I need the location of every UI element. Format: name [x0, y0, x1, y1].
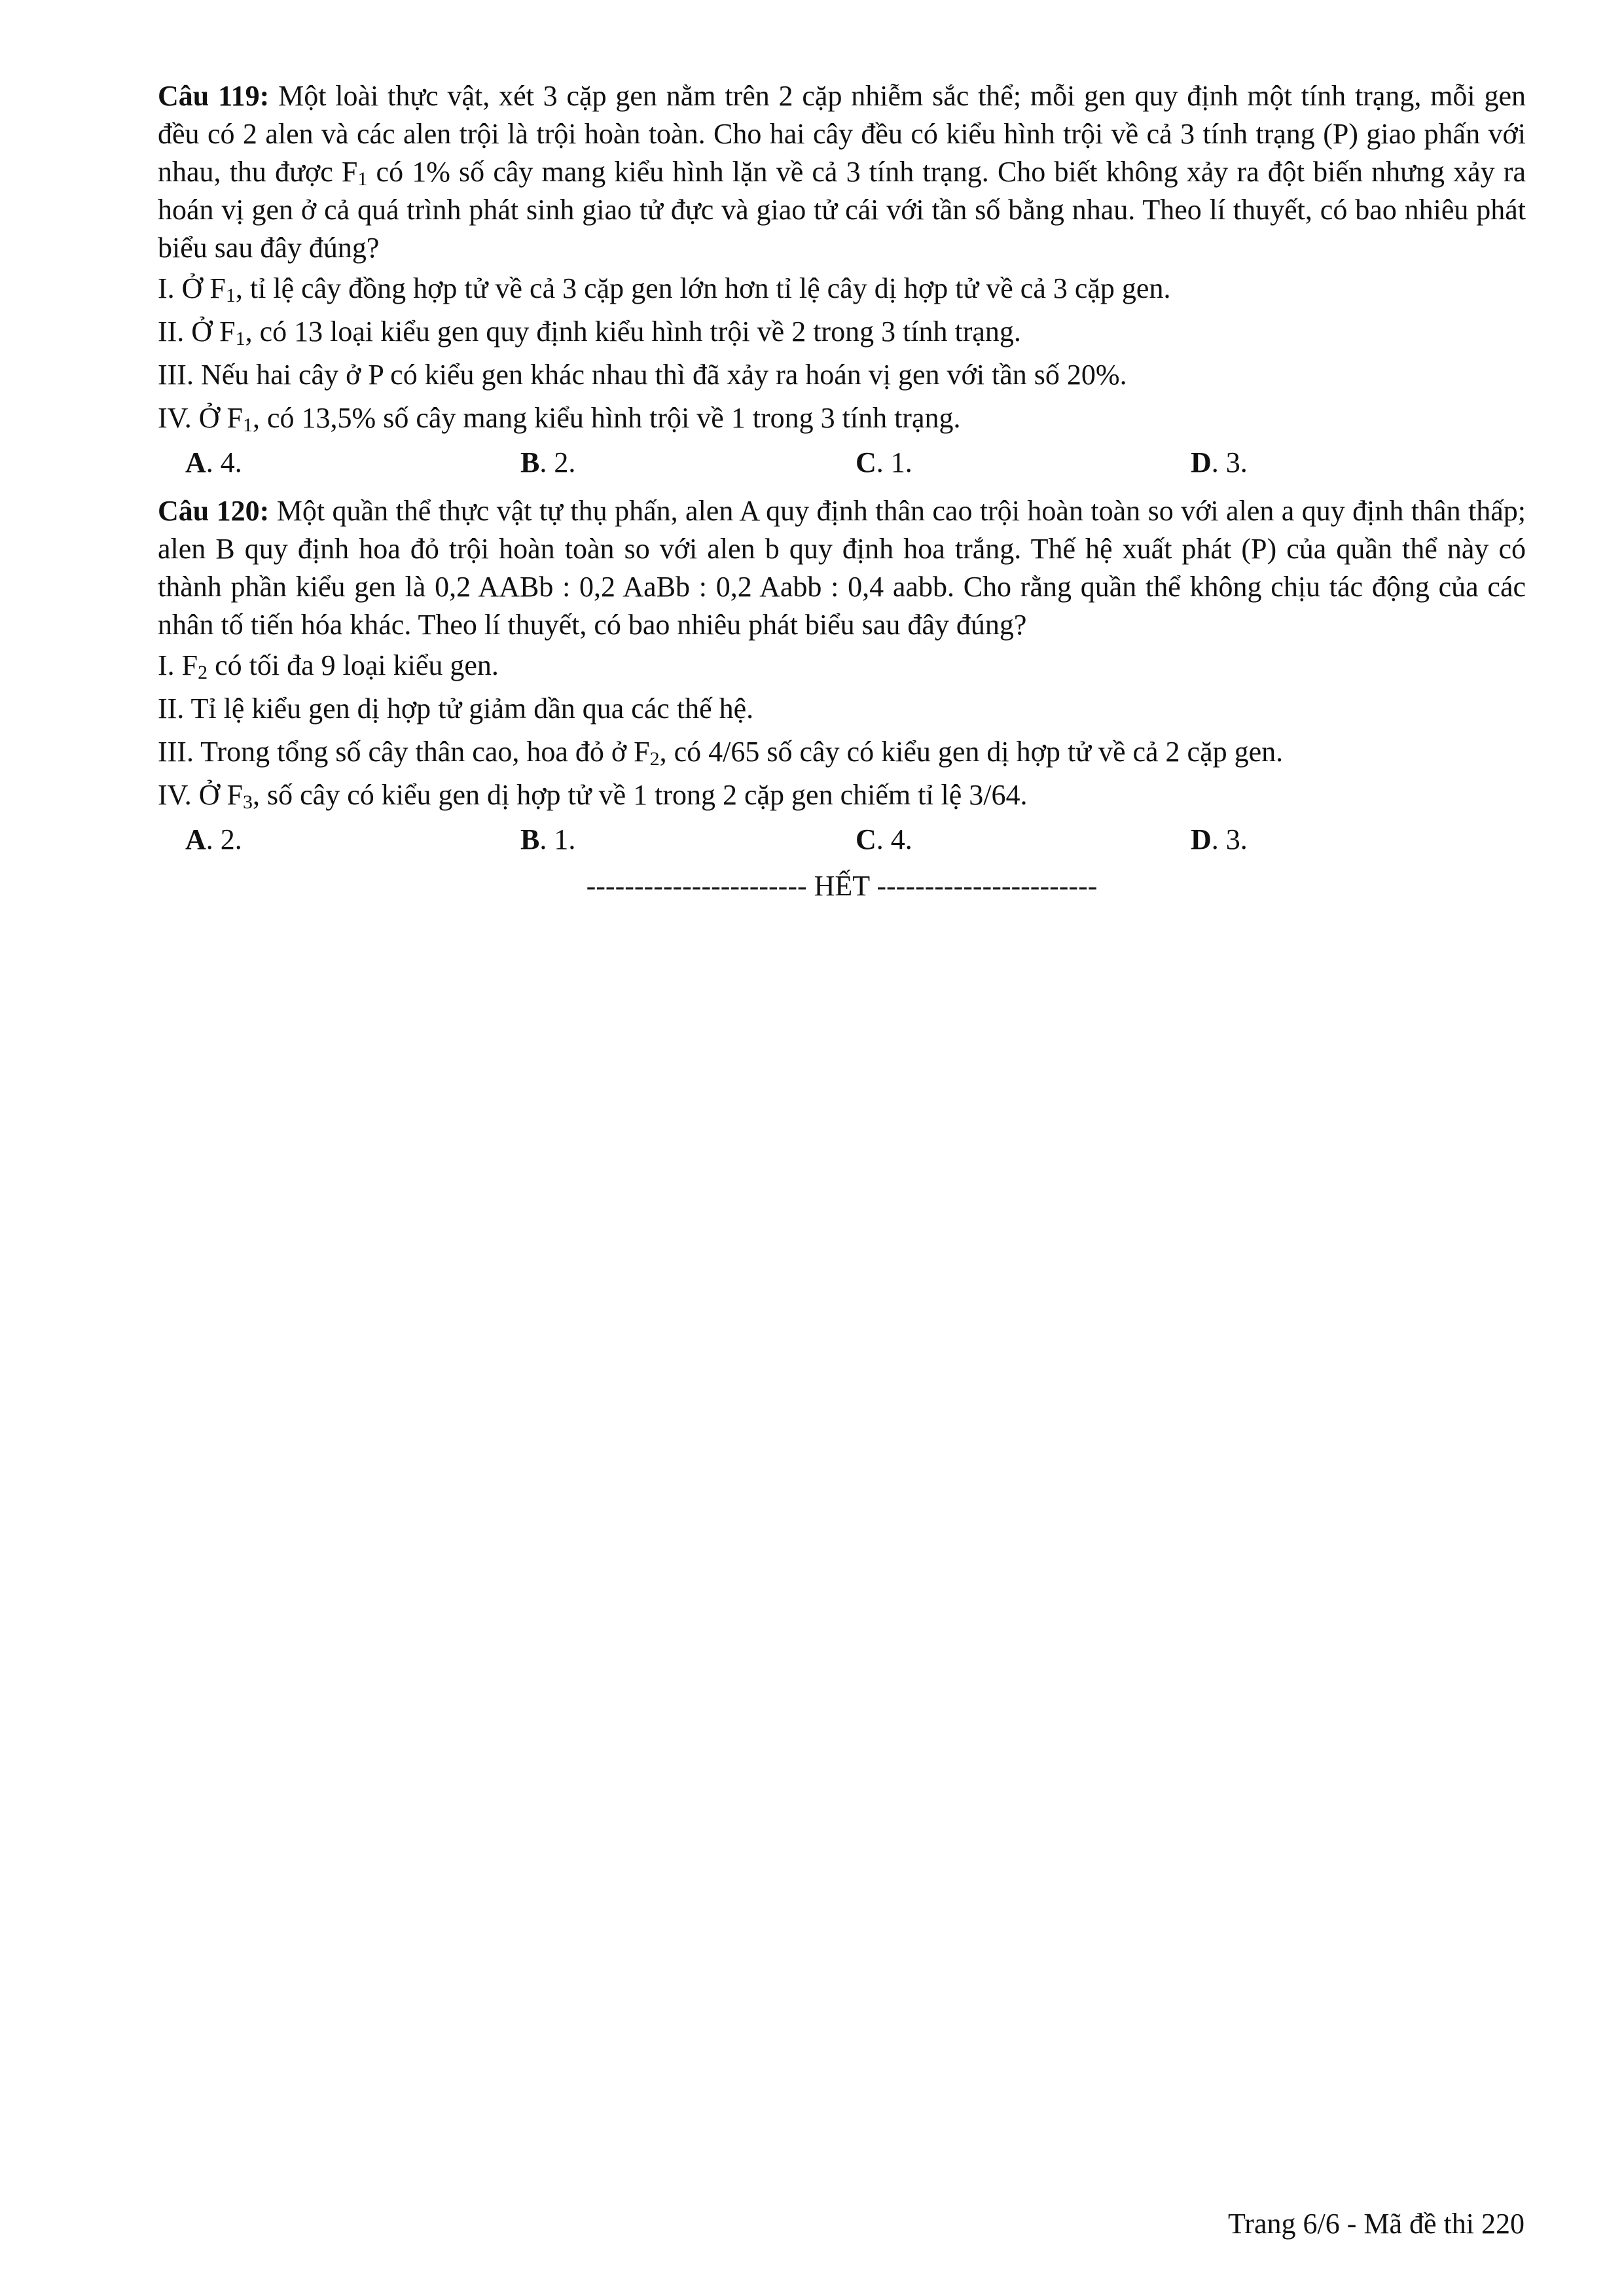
question-119-statement-4 — [158, 397, 1526, 440]
option-letter: C — [856, 446, 876, 478]
statement-text: IV. Ở F — [158, 402, 244, 434]
question-120-statement-4 — [158, 774, 1526, 817]
question-120 — [158, 492, 1526, 861]
question-120-statement-1 — [158, 644, 1526, 687]
statement-subscript: 1 — [235, 328, 245, 350]
statement-text: , có 13,5% số cây mang kiểu hình trội về 1 trong 3 tính trạng. — [253, 402, 961, 434]
question-119-statement-2 — [158, 310, 1526, 353]
end-of-exam-marker: ----------------------- HẾT ----------------------- — [586, 870, 1098, 902]
option-value: . 2. — [539, 446, 576, 478]
question-119-statement-1 — [158, 267, 1526, 310]
question-119-label: Câu 119: — [158, 80, 270, 112]
statement-text: IV. Ở F — [158, 779, 244, 811]
statement-text: , có 4/65 số cây có kiểu gen dị hợp tử về cả 2 cặp gen. — [659, 736, 1284, 768]
statement-text: III. Nếu hai cây ở P có kiểu gen khác nhau thì đã xảy ra hoán vị gen với tần số 20%. — [158, 359, 1127, 391]
statement-text: I. F — [158, 649, 198, 681]
statement-text: II. Tỉ lệ kiểu gen dị hợp tử giảm dần qua các thế hệ. — [158, 692, 754, 725]
option-b[interactable] — [520, 441, 856, 484]
option-d[interactable] — [1191, 818, 1526, 861]
option-value: . 1. — [876, 446, 912, 478]
question-119-options — [185, 441, 1526, 484]
exam-page — [158, 77, 1526, 906]
option-value: . 4. — [206, 446, 242, 478]
statement-text: II. Ở F — [158, 315, 236, 348]
option-letter: C — [856, 823, 876, 855]
option-c[interactable] — [856, 441, 1191, 484]
question-119-statement-3 — [158, 353, 1526, 397]
option-letter: D — [1191, 446, 1212, 478]
option-letter: A — [185, 823, 206, 855]
statement-subscript: 1 — [225, 285, 236, 306]
question-119-text: Một loài thực vật, xét 3 cặp gen nằm trên 2 cặp nhiễm sắc thể; mỗi gen quy định một tính trạng, mỗi gen đều có 2 alen và các alen trội là trội hoàn toàn. Cho hai cây đều có kiểu hình trội về cả 3 tính trạng (P) giao phấn với nhau, thu được — [158, 80, 1526, 188]
statement-text: , tỉ lệ cây đồng hợp tử về cả 3 cặp gen lớn hơn tỉ lệ cây dị hợp tử về cả 3 cặp gen. — [235, 272, 1171, 304]
option-b[interactable] — [520, 818, 856, 861]
statement-text: , số cây có kiểu gen dị hợp tử về 1 trong 2 cặp gen chiếm tỉ lệ 3/64. — [253, 779, 1028, 811]
option-value: . 2. — [206, 823, 242, 855]
question-119-text-subscript: 1 — [357, 168, 368, 190]
option-letter: D — [1191, 823, 1212, 855]
question-120-statement-3 — [158, 730, 1526, 774]
statement-subscript: 2 — [649, 748, 660, 770]
question-119-stem: Câu 119: Một loài thực vật, xét 3 cặp gen nằm trên 2 cặp nhiễm sắc thể; mỗi gen quy định một tính trạng, mỗi gen đều có 2 alen và các alen trội là trội hoàn toàn. Cho hai cây đều có kiểu hình trội về cả 3 tính trạng (P) giao phấn với nhau, thu được $F_1$ có 1% số cây mang kiểu hình lặn về cả 3 tính trạng. Cho biết không xảy ra đột biến nhưng xảy ra hoán vị gen ở cả quá trình phát sinh giao tử đực và giao tử cái với tần số bằng nhau. Theo lí thuyết, có bao nhiêu phát biểu sau đây đúng? — [158, 80, 1526, 264]
statement-subscript: 3 — [243, 791, 253, 813]
option-letter: A — [185, 446, 206, 478]
question-120-options — [185, 818, 1526, 861]
statement-text: I. Ở F — [158, 272, 226, 304]
option-value: . 3. — [1211, 446, 1248, 478]
option-d[interactable] — [1191, 441, 1526, 484]
option-c[interactable] — [856, 818, 1191, 861]
question-120-text: Một quần thể thực vật tự thụ phấn, alen A quy định thân cao trội hoàn toàn so với alen a quy định thân thấp; alen B quy định hoa đỏ trội hoàn toàn so với alen b quy định hoa trắng. Thế hệ xuất phát (P) của quần thể này có thành phần kiểu gen là 0,2 AABb : 0,2 AaBb : 0,2 Aabb : 0,4 aabb. Cho rằng quần thể không chịu tác động của các nhân tố tiến hóa khác. Theo lí thuyết, có bao nhiêu phát biểu sau đây đúng? — [158, 495, 1526, 641]
option-letter: B — [520, 446, 540, 478]
option-a[interactable] — [185, 818, 520, 861]
statement-text: III. Trong tổng số cây thân cao, hoa đỏ ở F — [158, 736, 650, 768]
option-letter: B — [520, 823, 540, 855]
statement-subscript: 1 — [243, 414, 253, 436]
question-119 — [158, 77, 1526, 484]
question-120-stem — [158, 492, 1526, 644]
statement-subscript: 2 — [198, 662, 208, 683]
option-value: . 4. — [876, 823, 912, 855]
page-footer: Trang 6/6 - Mã đề thi 220 — [1227, 2208, 1525, 2240]
option-value: . 3. — [1211, 823, 1248, 855]
statement-text: có tối đa 9 loại kiểu gen. — [208, 649, 499, 681]
question-120-label: Câu 120: — [158, 495, 270, 527]
option-value: . 1. — [539, 823, 576, 855]
option-a[interactable] — [185, 441, 520, 484]
question-120-statement-2 — [158, 687, 1526, 730]
question-119-text-after: có 1% số cây mang kiểu hình lặn về cả 3 tính trạng. Cho biết không xảy ra đột biến nhưng xảy ra hoán vị gen ở cả quá trình phát sinh giao tử đực và giao tử cái với tần số bằng nhau. Theo lí thuyết, có bao nhiêu phát biểu sau đây đúng? — [158, 156, 1526, 264]
statement-text: , có 13 loại kiểu gen quy định kiểu hình trội về 2 trong 3 tính trạng. — [245, 315, 1021, 348]
